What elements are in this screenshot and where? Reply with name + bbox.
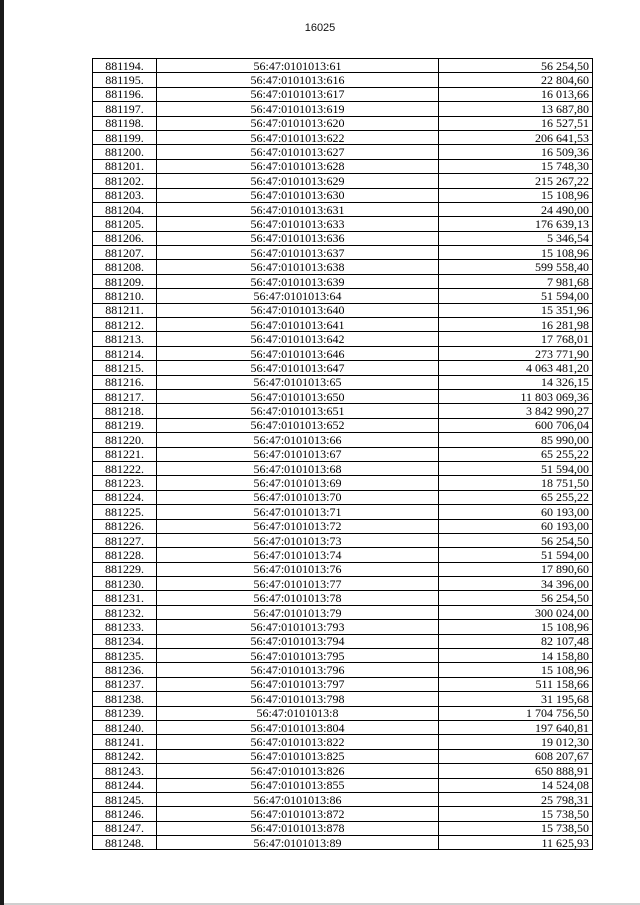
row-number-cell: 881210. bbox=[93, 289, 157, 303]
cadastral-number-cell: 56:47:0101013:617 bbox=[157, 87, 439, 101]
row-number-cell: 881248. bbox=[93, 836, 157, 850]
cadastral-number-cell: 56:47:0101013:794 bbox=[157, 634, 439, 648]
table-row bbox=[93, 778, 593, 792]
value-cell: 3 842 990,27 bbox=[439, 404, 593, 418]
table-row bbox=[93, 87, 593, 101]
value-cell: 15 108,96 bbox=[439, 188, 593, 202]
row-number-cell: 881234. bbox=[93, 634, 157, 648]
value-cell: 5 346,54 bbox=[439, 231, 593, 245]
cadastral-number-cell: 56:47:0101013:650 bbox=[157, 389, 439, 403]
row-number-cell: 881207. bbox=[93, 246, 157, 260]
cadastral-number-cell: 56:47:0101013:797 bbox=[157, 677, 439, 691]
cadastral-number-cell: 56:47:0101013:67 bbox=[157, 447, 439, 461]
row-number-cell: 881215. bbox=[93, 361, 157, 375]
row-number-cell: 881225. bbox=[93, 505, 157, 519]
row-number-cell: 881241. bbox=[93, 735, 157, 749]
table-row bbox=[93, 548, 593, 562]
page-number: 16025 bbox=[304, 22, 336, 34]
row-number-cell: 881195. bbox=[93, 73, 157, 87]
value-cell: 65 255,22 bbox=[439, 490, 593, 504]
row-number-cell: 881242. bbox=[93, 749, 157, 763]
table-row bbox=[93, 59, 593, 73]
value-cell: 15 748,30 bbox=[439, 159, 593, 173]
table-row bbox=[93, 303, 593, 317]
value-cell: 56 254,50 bbox=[439, 59, 593, 73]
row-number-cell: 881199. bbox=[93, 130, 157, 144]
table-row bbox=[93, 533, 593, 547]
value-cell: 511 158,66 bbox=[439, 677, 593, 691]
cadastral-number-cell: 56:47:0101013:826 bbox=[157, 764, 439, 778]
cadastral-number-cell: 56:47:0101013:8 bbox=[157, 706, 439, 720]
value-cell: 60 193,00 bbox=[439, 505, 593, 519]
row-number-cell: 881222. bbox=[93, 461, 157, 475]
value-cell: 56 254,50 bbox=[439, 591, 593, 605]
row-number-cell: 881238. bbox=[93, 692, 157, 706]
cadastral-number-cell: 56:47:0101013:798 bbox=[157, 692, 439, 706]
table-row bbox=[93, 706, 593, 720]
value-cell: 15 108,96 bbox=[439, 663, 593, 677]
value-cell: 197 640,81 bbox=[439, 720, 593, 734]
row-number-cell: 881219. bbox=[93, 418, 157, 432]
cadastral-number-cell: 56:47:0101013:633 bbox=[157, 217, 439, 231]
cadastral-number-cell: 56:47:0101013:804 bbox=[157, 720, 439, 734]
value-cell: 16 013,66 bbox=[439, 87, 593, 101]
table-row bbox=[93, 605, 593, 619]
cadastral-number-cell: 56:47:0101013:66 bbox=[157, 433, 439, 447]
table-row bbox=[93, 792, 593, 806]
table-row bbox=[93, 620, 593, 634]
registry-table-body bbox=[93, 59, 593, 850]
value-cell: 16 527,51 bbox=[439, 116, 593, 130]
row-number-cell: 881200. bbox=[93, 145, 157, 159]
value-cell: 22 804,60 bbox=[439, 73, 593, 87]
value-cell: 206 641,53 bbox=[439, 130, 593, 144]
row-number-cell: 881245. bbox=[93, 792, 157, 806]
table-row bbox=[93, 476, 593, 490]
cadastral-number-cell: 56:47:0101013:637 bbox=[157, 246, 439, 260]
value-cell: 1 704 756,50 bbox=[439, 706, 593, 720]
value-cell: 273 771,90 bbox=[439, 346, 593, 360]
table-row bbox=[93, 231, 593, 245]
row-number-cell: 881206. bbox=[93, 231, 157, 245]
cadastral-number-cell: 56:47:0101013:70 bbox=[157, 490, 439, 504]
row-number-cell: 881226. bbox=[93, 519, 157, 533]
cadastral-number-cell: 56:47:0101013:878 bbox=[157, 821, 439, 835]
row-number-cell: 881237. bbox=[93, 677, 157, 691]
table-row bbox=[93, 807, 593, 821]
value-cell: 51 594,00 bbox=[439, 461, 593, 475]
value-cell: 650 888,91 bbox=[439, 764, 593, 778]
value-cell: 19 012,30 bbox=[439, 735, 593, 749]
row-number-cell: 881244. bbox=[93, 778, 157, 792]
value-cell: 60 193,00 bbox=[439, 519, 593, 533]
cadastral-number-cell: 56:47:0101013:77 bbox=[157, 577, 439, 591]
cadastral-number-cell: 56:47:0101013:795 bbox=[157, 649, 439, 663]
value-cell: 51 594,00 bbox=[439, 289, 593, 303]
scan-left-edge bbox=[0, 0, 4, 905]
row-number-cell: 881235. bbox=[93, 649, 157, 663]
cadastral-number-cell: 56:47:0101013:76 bbox=[157, 562, 439, 576]
cadastral-number-cell: 56:47:0101013:627 bbox=[157, 145, 439, 159]
cadastral-number-cell: 56:47:0101013:79 bbox=[157, 605, 439, 619]
row-number-cell: 881232. bbox=[93, 605, 157, 619]
value-cell: 25 798,31 bbox=[439, 792, 593, 806]
value-cell: 56 254,50 bbox=[439, 533, 593, 547]
value-cell: 34 396,00 bbox=[439, 577, 593, 591]
cadastral-number-cell: 56:47:0101013:622 bbox=[157, 130, 439, 144]
row-number-cell: 881227. bbox=[93, 533, 157, 547]
cadastral-number-cell: 56:47:0101013:825 bbox=[157, 749, 439, 763]
table-row bbox=[93, 634, 593, 648]
value-cell: 17 768,01 bbox=[439, 332, 593, 346]
cadastral-number-cell: 56:47:0101013:631 bbox=[157, 202, 439, 216]
cadastral-number-cell: 56:47:0101013:68 bbox=[157, 461, 439, 475]
table-row bbox=[93, 260, 593, 274]
table-row bbox=[93, 116, 593, 130]
row-number-cell: 881221. bbox=[93, 447, 157, 461]
cadastral-number-cell: 56:47:0101013:620 bbox=[157, 116, 439, 130]
value-cell: 13 687,80 bbox=[439, 102, 593, 116]
table-row bbox=[93, 735, 593, 749]
value-cell: 300 024,00 bbox=[439, 605, 593, 619]
cadastral-number-cell: 56:47:0101013:619 bbox=[157, 102, 439, 116]
row-number-cell: 881202. bbox=[93, 174, 157, 188]
table-row bbox=[93, 217, 593, 231]
cadastral-number-cell: 56:47:0101013:641 bbox=[157, 318, 439, 332]
value-cell: 176 639,13 bbox=[439, 217, 593, 231]
value-cell: 65 255,22 bbox=[439, 447, 593, 461]
row-number-cell: 881243. bbox=[93, 764, 157, 778]
cadastral-number-cell: 56:47:0101013:616 bbox=[157, 73, 439, 87]
value-cell: 7 981,68 bbox=[439, 274, 593, 288]
cadastral-number-cell: 56:47:0101013:793 bbox=[157, 620, 439, 634]
value-cell: 18 751,50 bbox=[439, 476, 593, 490]
table-row bbox=[93, 318, 593, 332]
cadastral-number-cell: 56:47:0101013:636 bbox=[157, 231, 439, 245]
row-number-cell: 881240. bbox=[93, 720, 157, 734]
table-row bbox=[93, 433, 593, 447]
cadastral-number-cell: 56:47:0101013:74 bbox=[157, 548, 439, 562]
table-row bbox=[93, 418, 593, 432]
cadastral-number-cell: 56:47:0101013:73 bbox=[157, 533, 439, 547]
cadastral-number-cell: 56:47:0101013:89 bbox=[157, 836, 439, 850]
table-row bbox=[93, 73, 593, 87]
value-cell: 15 351,96 bbox=[439, 303, 593, 317]
row-number-cell: 881233. bbox=[93, 620, 157, 634]
value-cell: 14 524,08 bbox=[439, 778, 593, 792]
cadastral-number-cell: 56:47:0101013:86 bbox=[157, 792, 439, 806]
row-number-cell: 881196. bbox=[93, 87, 157, 101]
cadastral-number-cell: 56:47:0101013:642 bbox=[157, 332, 439, 346]
table-row bbox=[93, 375, 593, 389]
row-number-cell: 881201. bbox=[93, 159, 157, 173]
table-row bbox=[93, 562, 593, 576]
row-number-cell: 881217. bbox=[93, 389, 157, 403]
cadastral-number-cell: 56:47:0101013:69 bbox=[157, 476, 439, 490]
table-row bbox=[93, 591, 593, 605]
value-cell: 215 267,22 bbox=[439, 174, 593, 188]
cadastral-number-cell: 56:47:0101013:72 bbox=[157, 519, 439, 533]
value-cell: 16 281,98 bbox=[439, 318, 593, 332]
cadastral-number-cell: 56:47:0101013:64 bbox=[157, 289, 439, 303]
table-row bbox=[93, 332, 593, 346]
row-number-cell: 881208. bbox=[93, 260, 157, 274]
value-cell: 11 803 069,36 bbox=[439, 389, 593, 403]
table-row bbox=[93, 764, 593, 778]
value-cell: 608 207,67 bbox=[439, 749, 593, 763]
table-row bbox=[93, 289, 593, 303]
value-cell: 599 558,40 bbox=[439, 260, 593, 274]
table-row bbox=[93, 720, 593, 734]
cadastral-number-cell: 56:47:0101013:629 bbox=[157, 174, 439, 188]
registry-table bbox=[92, 58, 593, 850]
row-number-cell: 881198. bbox=[93, 116, 157, 130]
table-row bbox=[93, 246, 593, 260]
value-cell: 82 107,48 bbox=[439, 634, 593, 648]
table-row bbox=[93, 836, 593, 850]
row-number-cell: 881204. bbox=[93, 202, 157, 216]
cadastral-number-cell: 56:47:0101013:872 bbox=[157, 807, 439, 821]
table-row bbox=[93, 677, 593, 691]
cadastral-number-cell: 56:47:0101013:630 bbox=[157, 188, 439, 202]
table-row bbox=[93, 490, 593, 504]
table-row bbox=[93, 404, 593, 418]
cadastral-number-cell: 56:47:0101013:855 bbox=[157, 778, 439, 792]
value-cell: 17 890,60 bbox=[439, 562, 593, 576]
row-number-cell: 881224. bbox=[93, 490, 157, 504]
table-row bbox=[93, 692, 593, 706]
table-row bbox=[93, 389, 593, 403]
row-number-cell: 881213. bbox=[93, 332, 157, 346]
value-cell: 85 990,00 bbox=[439, 433, 593, 447]
table-row bbox=[93, 346, 593, 360]
row-number-cell: 881211. bbox=[93, 303, 157, 317]
table-row bbox=[93, 130, 593, 144]
value-cell: 14 326,15 bbox=[439, 375, 593, 389]
cadastral-number-cell: 56:47:0101013:652 bbox=[157, 418, 439, 432]
value-cell: 600 706,04 bbox=[439, 418, 593, 432]
row-number-cell: 881229. bbox=[93, 562, 157, 576]
row-number-cell: 881205. bbox=[93, 217, 157, 231]
cadastral-number-cell: 56:47:0101013:639 bbox=[157, 274, 439, 288]
row-number-cell: 881220. bbox=[93, 433, 157, 447]
value-cell: 15 738,50 bbox=[439, 807, 593, 821]
value-cell: 14 158,80 bbox=[439, 649, 593, 663]
table-row bbox=[93, 188, 593, 202]
row-number-cell: 881194. bbox=[93, 59, 157, 73]
row-number-cell: 881239. bbox=[93, 706, 157, 720]
row-number-cell: 881246. bbox=[93, 807, 157, 821]
table-row bbox=[93, 821, 593, 835]
row-number-cell: 881214. bbox=[93, 346, 157, 360]
row-number-cell: 881216. bbox=[93, 375, 157, 389]
table-row bbox=[93, 159, 593, 173]
row-number-cell: 881230. bbox=[93, 577, 157, 591]
value-cell: 31 195,68 bbox=[439, 692, 593, 706]
table-row bbox=[93, 202, 593, 216]
cadastral-number-cell: 56:47:0101013:628 bbox=[157, 159, 439, 173]
table-row bbox=[93, 447, 593, 461]
value-cell: 11 625,93 bbox=[439, 836, 593, 850]
cadastral-number-cell: 56:47:0101013:651 bbox=[157, 404, 439, 418]
value-cell: 51 594,00 bbox=[439, 548, 593, 562]
cadastral-number-cell: 56:47:0101013:640 bbox=[157, 303, 439, 317]
value-cell: 4 063 481,20 bbox=[439, 361, 593, 375]
cadastral-number-cell: 56:47:0101013:638 bbox=[157, 260, 439, 274]
row-number-cell: 881247. bbox=[93, 821, 157, 835]
table-row bbox=[93, 145, 593, 159]
cadastral-number-cell: 56:47:0101013:61 bbox=[157, 59, 439, 73]
table-row bbox=[93, 174, 593, 188]
value-cell: 15 738,50 bbox=[439, 821, 593, 835]
table-row bbox=[93, 102, 593, 116]
row-number-cell: 881223. bbox=[93, 476, 157, 490]
row-number-cell: 881231. bbox=[93, 591, 157, 605]
cadastral-number-cell: 56:47:0101013:822 bbox=[157, 735, 439, 749]
table-row bbox=[93, 749, 593, 763]
row-number-cell: 881218. bbox=[93, 404, 157, 418]
row-number-cell: 881203. bbox=[93, 188, 157, 202]
table-row bbox=[93, 361, 593, 375]
value-cell: 15 108,96 bbox=[439, 246, 593, 260]
table-row bbox=[93, 461, 593, 475]
value-cell: 16 509,36 bbox=[439, 145, 593, 159]
table-row bbox=[93, 505, 593, 519]
table-row bbox=[93, 519, 593, 533]
cadastral-number-cell: 56:47:0101013:646 bbox=[157, 346, 439, 360]
row-number-cell: 881209. bbox=[93, 274, 157, 288]
row-number-cell: 881236. bbox=[93, 663, 157, 677]
row-number-cell: 881228. bbox=[93, 548, 157, 562]
row-number-cell: 881212. bbox=[93, 318, 157, 332]
cadastral-number-cell: 56:47:0101013:78 bbox=[157, 591, 439, 605]
table-row bbox=[93, 649, 593, 663]
table-row bbox=[93, 274, 593, 288]
value-cell: 15 108,96 bbox=[439, 620, 593, 634]
cadastral-number-cell: 56:47:0101013:796 bbox=[157, 663, 439, 677]
table-row bbox=[93, 577, 593, 591]
value-cell: 24 490,00 bbox=[439, 202, 593, 216]
cadastral-number-cell: 56:47:0101013:71 bbox=[157, 505, 439, 519]
table-row bbox=[93, 663, 593, 677]
cadastral-number-cell: 56:47:0101013:65 bbox=[157, 375, 439, 389]
cadastral-number-cell: 56:47:0101013:647 bbox=[157, 361, 439, 375]
row-number-cell: 881197. bbox=[93, 102, 157, 116]
